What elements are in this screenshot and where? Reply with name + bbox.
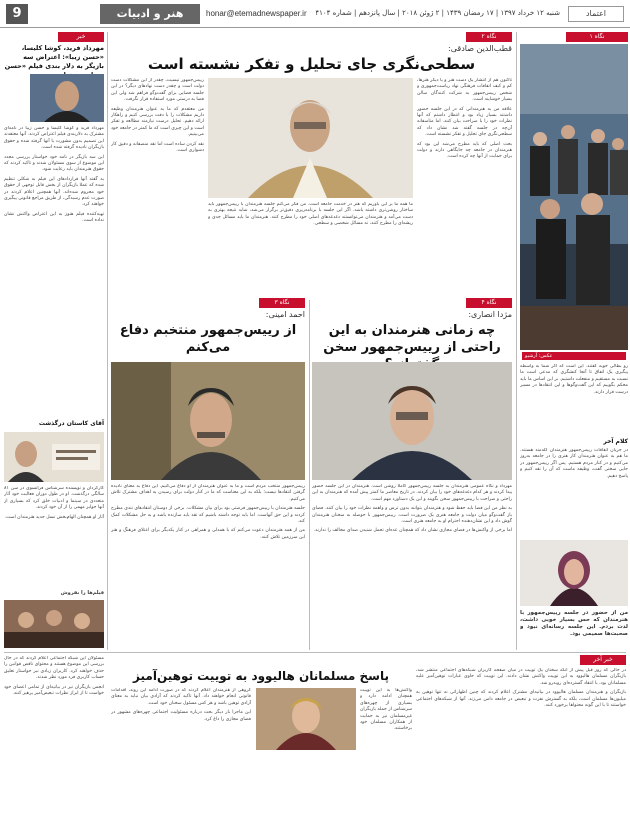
tag-top-center: نگاه ۲	[466, 32, 512, 42]
left-top-photo	[30, 74, 104, 122]
tag-mid-center: نگاه ۳	[259, 298, 305, 308]
tag-top-right: نگاه ۱	[566, 32, 628, 42]
qotbeddin-sadeghi-photo	[208, 78, 413, 198]
left-box-sub: فیلم‌ها را بفروش	[60, 590, 104, 596]
mid-right-kicker: مژدا انصاری:	[468, 310, 512, 319]
bottom-photo	[256, 688, 356, 750]
bottom-text-left: گروهی از هنرمندان اعلام کردند که در صورت ادامه این روند، اقدامات قانونی انجام خواهند داد. آنها تاکید کردند که آزادی بیان نباید به معنای آزادی توهین باشد و هر کس مسئول سخنان خود است. این ماجرا بار دیگر بحث درباره مسئولیت اجتماعی چهره‌های مشهور در فضای مجازی را داغ کرد.	[111, 688, 251, 722]
top-article-col-left: رییس‌جمهور تیسیت، چقدر از این مشکلات دست دولت است و چقدر دست نهادهای دیگر؟ در این جلسه فضایی برای گفت‌وگو فراهم شد ولی این فضا به درستی مورد استفاده قرار نگرفت. من معتقدم که ما به عنوان هنرمندان وظیفه داریم مشکلات را با دقت بررسی کنیم و راهکار ارائه دهیم. تحلیل درست نیازمند مطالعه و تفکر است و این چیزی است که ما کمتر در جامعه خود می‌بینیم. نقد کردن ساده است اما نقد منصفانه و دقیق کار دشواری است.	[111, 78, 204, 154]
mid-center-headline: از رییس‌جمهور منتخبم دفاع می‌کنم	[119, 323, 297, 355]
top-article-kicker: قطب‌الدین صادقی:	[448, 44, 512, 53]
ahmad-amini-photo	[111, 362, 305, 480]
left-column-text-1: مهرداد فرید و کوشا کلیسا و حسن زیبا در نامه‌ای مشترک به دلاربندی فیلم اعتراض کردند. آنها معتقدند این تصمیم بدون مشورت با آنها گرفته شده و حقوق بازیگران نادیده گرفته شده است. این سه بازیگر در نامه خود خواستار بررسی مجدد این موضوع از سوی مسئولان شدند و تاکید کردند که حقوق هنرمندان باید رعایت شود. به گفته آنها قراردادهای این فیلم به شکلی تنظیم شده که عملا بازیگران از بخش قابل توجهی از حقوق خود محروم شده‌اند. آنها همچنین اعلام کردند در صورت عدم رسیدگی، از طریق مراجع قانونی پیگیری خواهند کرد. تهیه‌کننده فیلم هنوز به این اعتراض واکنش نشان نداده است.	[4, 126, 104, 224]
tag-left-top: خبر	[58, 32, 104, 42]
left-box-head: آقای کاستان درگذشت	[38, 420, 104, 427]
newspaper-logo: اعتماد	[568, 6, 624, 22]
mid-center-kicker: احمد امینی:	[265, 310, 305, 319]
bottom-rule	[4, 652, 626, 653]
right-subhead: کلام آخر	[603, 438, 628, 445]
tag-mid-right: نگاه ۴	[466, 298, 512, 308]
page-number: 9	[6, 4, 28, 24]
top-article-col-middle: ما همه ما بر این باوریم که هنر در خدمت جامعه است. من فکر می‌کنم جلسه هنرمندان با رییس‌جمهور باید ساختار روشن‌تری داشته باشد. اگر این جلسه با برنامه‌ریزی دقیق‌تر برگزار می‌شد، شاید نتیجه بهتری به دست می‌آمد و هنرمندان می‌توانستند دغدغه‌های اصلی خود را مطرح کنند. هنرمندان ما باید مسائل جدی و ریشه‌ای را مطرح کنند، نه مسائل شخصی و سطحی.	[208, 202, 413, 227]
top-article-col-right: تاکنون هم از انتشار یک دست هنر و یا دیگر هنرها، کم و کیف اتفاقات فرهنگی نهاد ریاست‌جمهوری و شخص رییس‌جمهور به شرکت کنندگان سالن بسیار خوشایند است. علاقه من به هنرمندانی که در این جلسه حضور داشتند بسیار زیاد بود و انتظار داشتم که آنها نظرات خود را با صراحت بیان کنند. اما متاسفانه آن‌چه در جلسه گفته شد نشان داد که سطحی‌نگری جای تحلیل و تفکر نشسته است. بحث اصلی که باید مطرح می‌شد این بود که هنرمندان در جامعه چه جایگاهی دارند و دولت برای حمایت از آنها چه کرده است.	[417, 78, 512, 160]
top-article-headline: سطحی‌نگری جای تحلیل و تفکر نشسته است	[147, 55, 476, 73]
tag-bottom: خبر آخر	[580, 655, 626, 665]
section-email[interactable]: honar@etemadnewspaper.ir	[206, 9, 307, 18]
pull-quote: من از حضور در جلسه رییس‌جمهور با هنرمندان که حس بسیار خوبی داشت، لذت بردم. این جلسه رسانه‌ای نبود و صحبت‌ها صمیمی بود.	[520, 610, 628, 637]
left-middle-photo	[4, 432, 104, 482]
page-header	[0, 0, 630, 28]
mid-right-headline: چه زمانی هنرمندان به این راحتی از رییس‌جمهور سخن	[323, 323, 501, 355]
right-column-text-upper: رو بطالی خوبه گفتند. این است که اگر شما به واسطه پیگیری یک اتفاق تا آنجا کنشگری که مدعی است ما نسبت به مستقیم و منفعلت داشتیم. بر این اساس ما باید محکم بگوییم که این گفت‌وگوها و این انتقادها در مسیر درست قرار دارند.	[520, 364, 628, 395]
mid-center-text: رییس‌جمهور منتخب مردم است و ما به عنوان هنرمندان از او دفاع می‌کنیم. این دفاع به معنای نادیده گرفتن انتقادها نیست؛ بلکه به این معناست که ما در کنار دولت برای رسیدن به اهداف مشترک تلاش می‌کنیم. جلسه هنرمندان با رییس‌جمهور فرصتی بود برای بیان مشکلات. برخی از دوستان انتقادهای تندی مطرح کردند و این حق آنهاست. اما باید توجه داشته باشیم که نقد باید سازنده باشد و به حل مشکلات کمک کند. من از همه هنرمندان دعوت می‌کنم که با همدلی و همراهی در کنار یکدیگر برای اعتلای فرهنگ و هنر این سرزمین تلاش کنند.	[111, 484, 305, 540]
left-bottom-photo	[4, 600, 104, 648]
photo-caption: عکس: آرشیو	[522, 352, 626, 360]
bottom-text-far-left: مسئولان این شبکه اجتماعی اعلام کردند که در حال بررسی این موضوع هستند و محتوای ناقض قوانین را حذف خواهند کرد. کاربران زیادی نیز خواستار تعلیق حساب کاربری فرد مورد نظر شدند. انجمن بازیگران نیز در بیانیه‌ای از تمامی اعضای خود خواست تا از ابراز نظرات تبعیض‌آمیز پرهیز کنند.	[4, 656, 104, 697]
right-column-text-lower: در جریان اتفاقات رییس‌جمهور هنرمندان گله‌مند هستند. ما هم به عنوان هنرمندان کار هنری را در جامعه به‌روز می‌کنیم و در کنار مردم هستیم. پس اگر رییس‌جمهور در جایی سخنی گفت، وظیفه ماست که آن را نقد کنیم و پاسخ دهیم.	[520, 448, 628, 479]
bottom-text-right: در حالی که روز قبل پیش از آنکه سخنان یک توییت در میان صفحه کاربران شبکه‌های اجتماعی منتشر شد، بازیگران مسلمان هالیوود به این توییت واکنش نشان دادند. این توییت که حاوی عبارات توهین‌آمیز علیه مسلمانان بود، با انتقاد گسترده‌ای روبه‌رو شد. بازیگران و هنرمندان مسلمان هالیوود در بیانیه‌ای مشترک اعلام کردند که چنین اظهاراتی نه تنها توهین به میلیون‌ها مسلمان است، بلکه به گسترش نفرت و تبعیض در جامعه دامن می‌زند. آنها از شبکه‌های اجتماعی خواستند تا با این گونه محتواها برخورد کنند.	[416, 668, 626, 709]
mid-right-text: مهرداد و نگاه عمومی هنرمندان به جلسه رییس‌جمهور کاملا روشن است. هنرمندان در این جلسه حضور پیدا کردند و هر کدام دغدغه‌های خود را بیان کردند. در تاریخ معاصر ما کمتر پیش آمده که هنرمندان به این راحتی و صراحت با رییس‌جمهور سخن بگویند و این یک دستاورد مهم است. به نظر من این فضا باید حفظ شود و هنرمندان بتوانند بدون ترس و واهمه نظرات خود را بیان کنند. فضای باز گفت‌وگو میان دولت و جامعه هنری یک ضرورت است. رییس‌جمهور با حوصله به سخنان هنرمندان گوش داد و این نشان‌دهنده احترام او به جامعه هنری است. اما برخی از واکنش‌ها در فضای مجازی نشان داد که همچنان عده‌ای تحمل شنیدن صدای مخالف را ندارند.	[312, 484, 512, 534]
column-rule	[309, 300, 310, 650]
section-title: هنر و ادبیات	[100, 4, 200, 24]
bottom-headline: پاسخ مسلمانان هالیوود به توییت توهین‌آمیز	[133, 669, 389, 683]
meeting-photo	[520, 44, 628, 350]
column-rule	[107, 32, 108, 650]
dateline: شنبه ۱۲ خرداد ۱۳۹۷ | ۱۷ رمضان ۱۴۳۹ | ۲ ژوئن ۲۰۱۸ | سال پانزدهم | شماره ۴۱۰۴	[315, 9, 560, 17]
bottom-text-middle: واکنش‌ها به این توییت همچنان ادامه دارد و بسیاری از چهره‌های سرشناس از جمله بازیگران غیرمسلمان نیز به حمایت از همکاران مسلمان خود برخاستند.	[360, 688, 412, 732]
column-rule	[516, 32, 517, 650]
left-column-text-2: کارگردان و نویسنده سرشناس فرانسوی در سن ۸۱ سالگی درگذشت. او در طول دوران فعالیت خود آثار متعددی در سینما و ادبیات خلق کرد که بسیاری از آنها جوایز مهمی را از آن خود کردند. آثار او همچنان الهام‌بخش نسل جدید هنرمندان است.	[4, 486, 104, 520]
left-column-title: مهرداد فرید، کوشا کلیسا، «حسن زیبا»: اعتراض سه بازیگر به دلار بندی فیلم «حسن	[4, 44, 104, 70]
mozhda-ansari-photo	[520, 540, 628, 606]
mozhda-ansari-large-photo	[312, 362, 512, 480]
